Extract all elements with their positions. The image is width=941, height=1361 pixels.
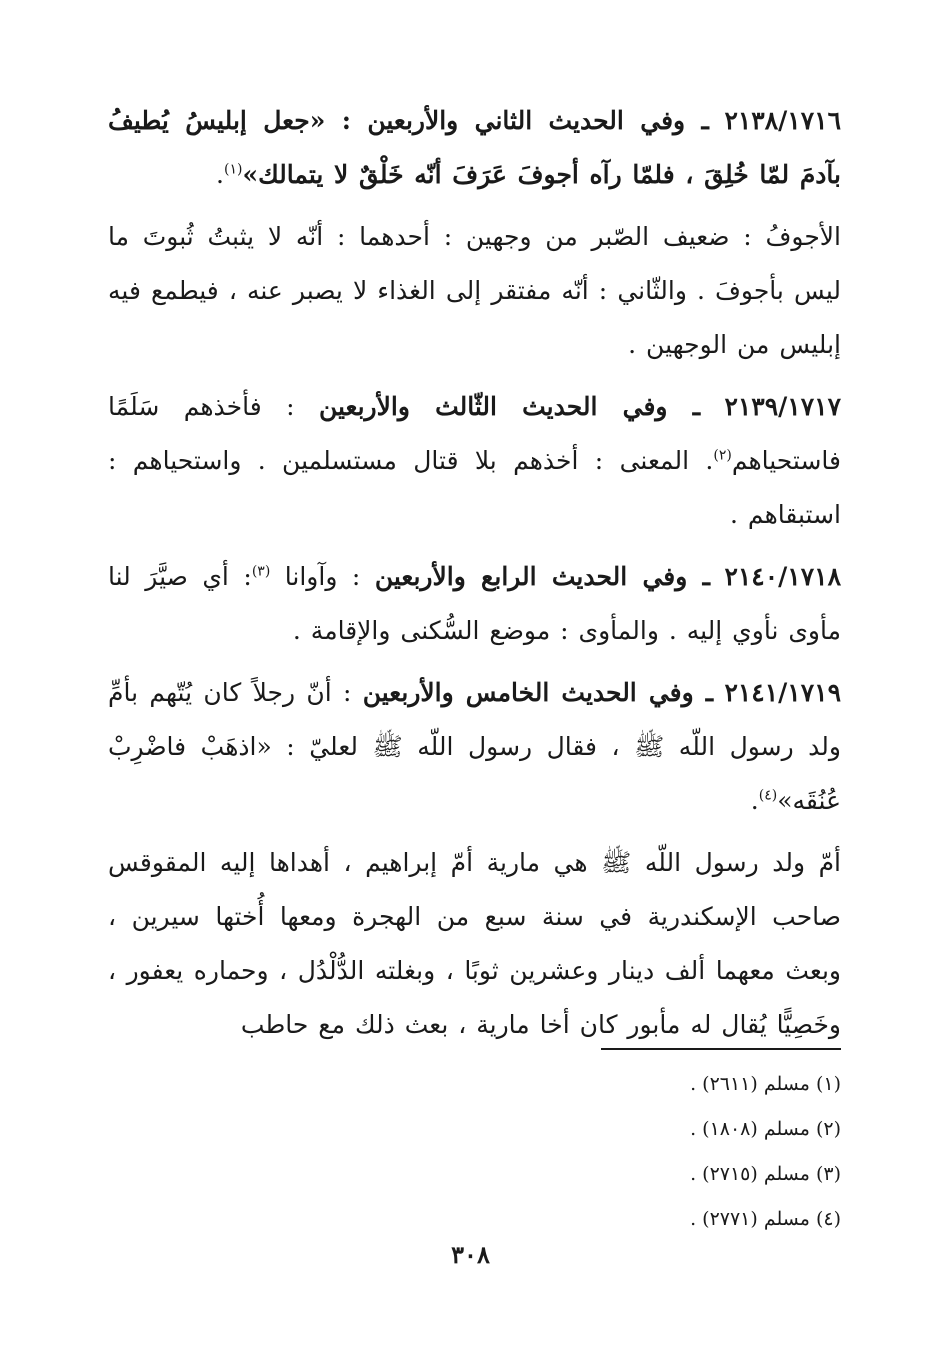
hadith-paragraph-1717: [108, 380, 841, 542]
hadith-commentary: : أي صيَّرَ لنا مأوى نأوي إليه . والمأوى : موضع السُّكنى والإقامة .: [108, 562, 841, 645]
footnote-divider: [601, 1048, 841, 1050]
sentence-end: .: [216, 160, 224, 189]
footnote-1: (١) مسلم (٢٦١١) .: [690, 1073, 841, 1095]
hadith-text: : «جعل إبليسُ يُطيفُ بآدمَ لمّا خُلِقَ ، فلمّا رآه أجوفَ عَرَفَ أنّه خَلْقٌ لا يتمالك»: [108, 106, 841, 189]
hadith-number: ٢١٤٠/١٧١٨: [724, 562, 842, 591]
dash-separator: ـ: [687, 562, 710, 591]
hadith-number: ٢١٣٩/١٧١٧: [724, 392, 842, 421]
hadith-number: ٢١٤١/١٧١٩: [724, 678, 842, 707]
hadith-paragraph-1719: [108, 666, 841, 828]
hadith-heading: وفي الحديث الرابع والأربعين: [374, 562, 688, 591]
dash-separator: ـ: [667, 392, 701, 421]
hadith-text: : أنّ رجلاً كان يُتّهم بأمِّ ولد رسول اللّه ﷺ ، فقال رسول اللّه ﷺ لعليّ : «اذهَبْ فاضْرِبْ عُنُقَه»: [108, 678, 841, 815]
hadith-text: : وآوانا: [270, 562, 375, 591]
commentary-paragraph-maria: أمّ ولد رسول اللّه ﷺ هي مارية أمّ إبراهيم ، أهداها إليه المقوقس صاحب الإسكندرية في سنة سبع من الهجرة ومعها أُختها سيرين ، وبعث معهما ألف دينار وعشرين ثوبًا ، وبغلته الدُّلْدُل ، وحماره يعفور ، وخَصِيًّا يُقال له مأبور كان أخا مارية ، بعث ذلك مع حاطب: [108, 848, 841, 1039]
footnote-ref[interactable]: (١): [223, 161, 243, 178]
footnote-ref[interactable]: (٢): [713, 447, 732, 464]
hadith-heading: وفي الحديث الثاني والأربعين: [367, 106, 686, 135]
hadith-text: : فأخذهم سَلَمًا فاستحياهم: [108, 392, 841, 475]
hadith-commentary: . المعنى : أخذهم بلا قتال مستسلمين . واستحياهم : استبقاهم .: [108, 446, 841, 529]
hadith-heading: وفي الحديث الخامس والأربعين: [362, 678, 694, 707]
dash-separator: ـ: [693, 678, 714, 707]
hadith-number: ٢١٣٨/١٧١٦: [724, 106, 842, 135]
footnotes-section: [108, 1062, 841, 1242]
hadith-paragraph-1716: [108, 94, 841, 202]
footnote-ref[interactable]: (٤): [758, 787, 778, 804]
sentence-end: .: [750, 786, 759, 815]
commentary-paragraph-ajwaf: الأجوفُ : ضعيف الصّبر من وجهين : أحدهما : أنّه لا يثبتُ ثُبوتَ ما ليس بأجوفَ . والثّاني : أنّه مفتقر إلى الغذاء لا يصبر عنه ، فيطمع فيه إبليس من الوجهين .: [108, 222, 841, 359]
footnote-2: (٢) مسلم (١٨٠٨) .: [690, 1118, 841, 1140]
footnote-4: (٤) مسلم (٢٧٧١) .: [690, 1208, 841, 1230]
hadith-heading: وفي الحديث الثّالث والأربعين: [318, 392, 668, 421]
footnote-ref[interactable]: (٣): [251, 563, 271, 580]
footnote-3: (٣) مسلم (٢٧١٥) .: [690, 1163, 841, 1185]
hadith-paragraph-1718: [108, 550, 841, 658]
page-number: ٣٠٨: [451, 1240, 490, 1269]
dash-separator: ـ: [685, 106, 709, 135]
